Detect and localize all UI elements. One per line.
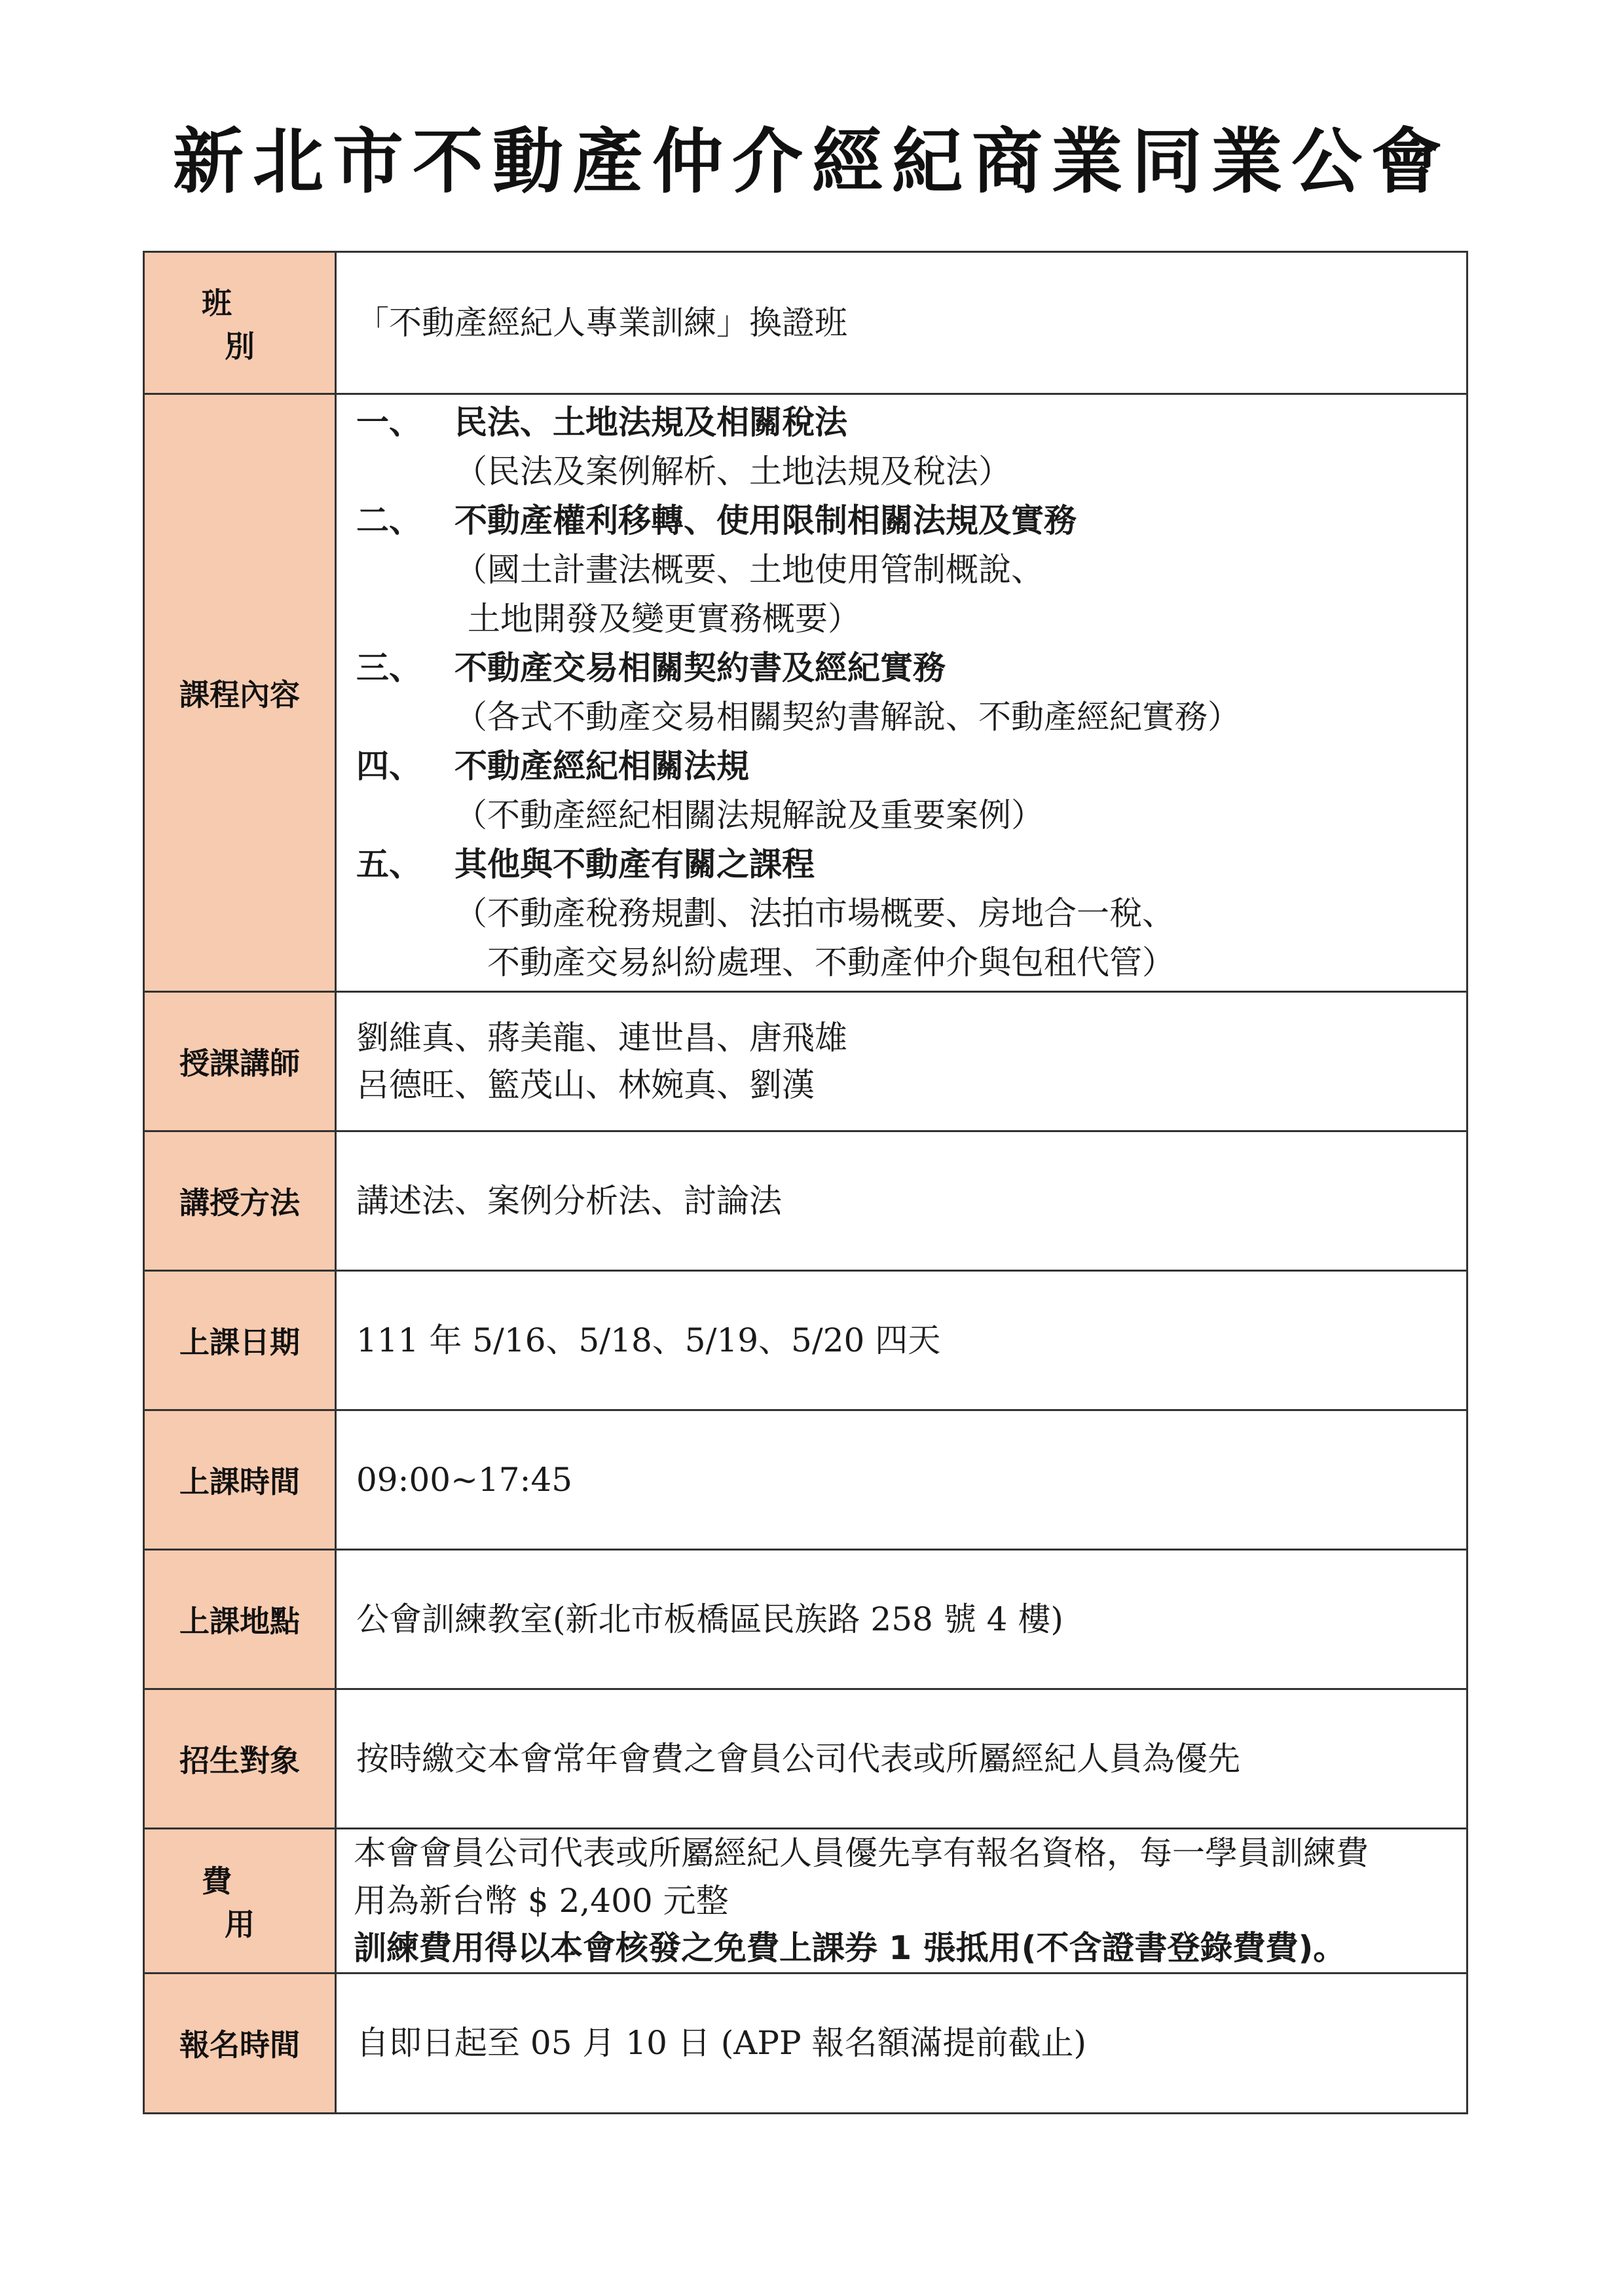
course-item-title: 其他與不動產有關之課程: [454, 845, 815, 883]
course-item-detail: （不動產經紀相關法規解說及重要案例）: [454, 796, 1044, 834]
document-title: 新北市不動產仲介經紀商業同業公會: [172, 121, 1451, 203]
course-item-number: 三、: [356, 649, 422, 687]
course-item-title: 不動產交易相關契約書及經紀實務: [454, 649, 946, 687]
course-item-number: 四、: [356, 747, 422, 785]
fee-line: 本會會員公司代表或所屬經紀人員優先享有報名資格，每一學員訓練費: [354, 1834, 1369, 1872]
value-class: 「不動產經紀人專業訓練」換證班: [336, 252, 1467, 394]
course-item: [356, 496, 1466, 644]
row-target: [144, 1689, 1467, 1829]
row-registration: [144, 1973, 1467, 2113]
row-date: [144, 1271, 1467, 1410]
label-location: 上課地點: [144, 1550, 336, 1689]
label-fee: 費 用: [144, 1829, 336, 1974]
row-teachers: [144, 992, 1467, 1131]
value-time: 09:00~17:45: [336, 1410, 1467, 1550]
label-time: 上課時間: [144, 1410, 336, 1550]
value-date: 111 年 5/16、5/18、5/19、5/20 四天: [336, 1271, 1467, 1410]
label-registration: 報名時間: [144, 1973, 336, 2113]
teachers-line: 劉維真、蔣美龍、連世昌、唐飛雄: [356, 1018, 847, 1057]
label-target: 招生對象: [144, 1689, 336, 1829]
course-item: [356, 644, 1466, 742]
fee-note: 訓練費用得以本會核發之免費上課券 1 張抵用(不含證書登錄費費)。: [354, 1929, 1346, 1967]
value-registration: 自即日起至 05 月 10 日 (APP 報名額滿提前截止): [336, 1973, 1467, 2113]
course-item-detail: （國土計畫法概要、土地使用管制概說、: [454, 551, 1044, 589]
course-item-title: 民法、土地法規及相關稅法: [454, 403, 847, 441]
course-item-detail: （各式不動產交易相關契約書解說、不動產經紀實務）: [454, 698, 1240, 736]
row-time: [144, 1410, 1467, 1550]
course-item-detail: 不動產交易糾紛處理、不動產仲介與包租代管）: [454, 944, 1175, 982]
course-item: [356, 398, 1466, 496]
course-item-title: 不動產經紀相關法規: [454, 747, 749, 785]
label-class: 班 別: [144, 252, 336, 394]
value-fee: [336, 1829, 1467, 1974]
course-item: [356, 840, 1466, 987]
row-method: [144, 1131, 1467, 1271]
value-target: 按時繳交本會常年會費之會員公司代表或所屬經紀人員為優先: [336, 1689, 1467, 1829]
course-item-title: 不動產權利移轉、使用限制相關法規及實務: [454, 502, 1077, 540]
fee-line: 用為新台幣 $ 2,400 元整: [354, 1881, 729, 1920]
value-teachers: [336, 992, 1467, 1131]
label-method: 講授方法: [144, 1131, 336, 1271]
course-item: [356, 742, 1466, 840]
course-item-number: 一、: [356, 403, 422, 441]
value-method: 講述法、案例分析法、討論法: [336, 1131, 1467, 1271]
teachers-line: 呂德旺、籃茂山、林婉真、劉漢: [356, 1066, 815, 1104]
value-course: [336, 394, 1467, 992]
value-location: 公會訓練教室(新北市板橋區民族路 258 號 4 樓): [336, 1550, 1467, 1689]
row-class: [144, 252, 1467, 394]
row-location: [144, 1550, 1467, 1689]
course-item-detail: （不動產稅務規劃、法拍市場概要、房地合一稅、: [454, 894, 1175, 932]
row-fee: [144, 1829, 1467, 1974]
row-course: [144, 394, 1467, 992]
course-item-number: 五、: [356, 845, 422, 883]
label-date: 上課日期: [144, 1271, 336, 1410]
label-course: 課程內容: [144, 394, 336, 992]
course-item-detail: 土地開發及變更實務概要）: [468, 600, 860, 638]
course-item-number: 二、: [356, 502, 422, 540]
label-teachers: 授課講師: [144, 992, 336, 1131]
course-item-detail: （民法及案例解析、土地法規及稅法）: [454, 452, 1011, 490]
course-info-table: [143, 251, 1468, 2114]
